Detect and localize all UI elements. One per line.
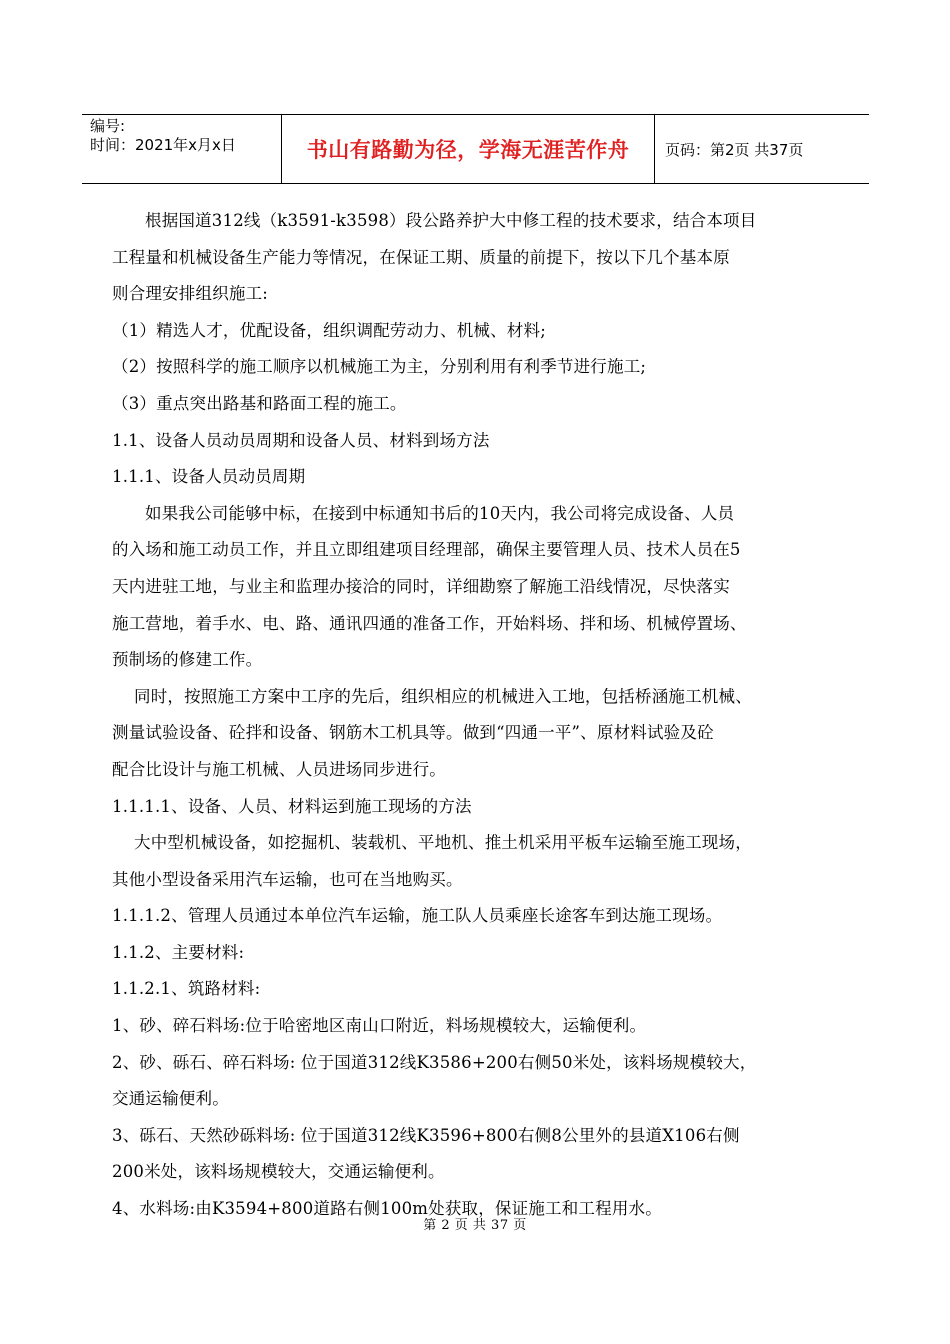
paragraph-line: 测量试验设备、砼拌和设备、钢筋木工机具等。做到“四通一平”、原材料试验及砼	[112, 723, 714, 743]
section-heading: 1.1.2、主要材料:	[112, 942, 245, 962]
section-heading: 1.1.1.2、管理人员通过本单位汽车运输，施工队人员乘座长途客车到达施工现场。	[112, 906, 723, 926]
paragraph-line: 预制场的修建工作。	[112, 650, 263, 670]
section-heading: 1.1、设备人员动员周期和设备人员、材料到场方法	[112, 430, 490, 450]
header-motto: 书山有路勤为径，学海无涯苦作舟	[282, 115, 655, 183]
material-item: 200米处，该料场规模较大，交通运输便利。	[112, 1162, 445, 1182]
paragraph-line: 工程量和机械设备生产能力等情况，在保证工期、质量的前提下，按以下几个基本原	[112, 247, 730, 267]
document-header	[82, 114, 869, 184]
paragraph-line: 天内进驻工地，与业主和监理办接洽的同时，详细勘察了解施工沿线情况，尽快落实	[112, 576, 730, 596]
list-item: （3）重点突出路基和路面工程的施工。	[112, 393, 407, 413]
paragraph-line: 配合比设计与施工机械、人员进场同步进行。	[112, 759, 446, 779]
section-heading: 1.1.1、设备人员动员周期	[112, 467, 306, 487]
page-footer: 第 2 页 共 37 页	[423, 1218, 527, 1233]
paragraph-line: 大中型机械设备，如挖掘机、装载机、平地机、推土机采用平板车运输至施工现场，	[134, 833, 752, 853]
paragraph-line: 根据国道312线（k3591-k3598）段公路养护大中修工程的技术要求，结合本项目	[145, 211, 757, 230]
list-item: （2）按照科学的施工顺序以机械施工为主，分别利用有利季节进行施工;	[112, 357, 647, 377]
paragraph-line: 施工营地，着手水、电、路、通讯四通的准备工作，开始料场、拌和场、机械停置场、	[112, 613, 747, 633]
document-date-label: 时间：2021年x月x日	[90, 136, 236, 154]
list-item: （1）精选人才，优配设备，组织调配劳动力、机械、材料;	[112, 320, 546, 340]
paragraph-line: 则合理安排组织施工:	[112, 284, 269, 304]
document-number-label: 编号:	[90, 117, 126, 135]
material-item: 1、砂、碎石料场:位于哈密地区南山口附近，料场规模较大，运输便利。	[112, 1016, 647, 1036]
paragraph-line: 如果我公司能够中标，在接到中标通知书后的10天内，我公司将完成设备、人员	[145, 503, 735, 523]
header-meta-cell	[82, 115, 282, 183]
section-heading: 1.1.1.1、设备、人员、材料运到施工现场的方法	[112, 796, 472, 816]
paragraph-line: 同时，按照施工方案中工序的先后，组织相应的机械进入工地，包括桥涵施工机械、	[134, 686, 752, 706]
material-item: 2、砂、砾石、碎石料场: 位于国道312线K3586+200右侧50米处，该料场规模较大，	[112, 1052, 757, 1072]
paragraph-line: 其他小型设备采用汽车运输，也可在当地购买。	[112, 869, 463, 889]
material-item: 交通运输便利。	[112, 1089, 229, 1109]
document-body	[112, 203, 842, 1228]
section-heading: 1.1.2.1、筑路材料:	[112, 979, 261, 999]
material-item: 4、水料场:由K3594+800道路右侧100m处获取，保证施工和工程用水。	[112, 1199, 662, 1219]
paragraph-line: 的入场和施工动员工作，并且立即组建项目经理部，确保主要管理人员、技术人员在5	[112, 540, 741, 560]
material-item: 3、砾石、天然砂砾料场: 位于国道312线K3596+800右侧8公里外的县道X106右侧	[112, 1125, 740, 1145]
header-page-info: 页码：第2页 共37页	[665, 140, 804, 159]
